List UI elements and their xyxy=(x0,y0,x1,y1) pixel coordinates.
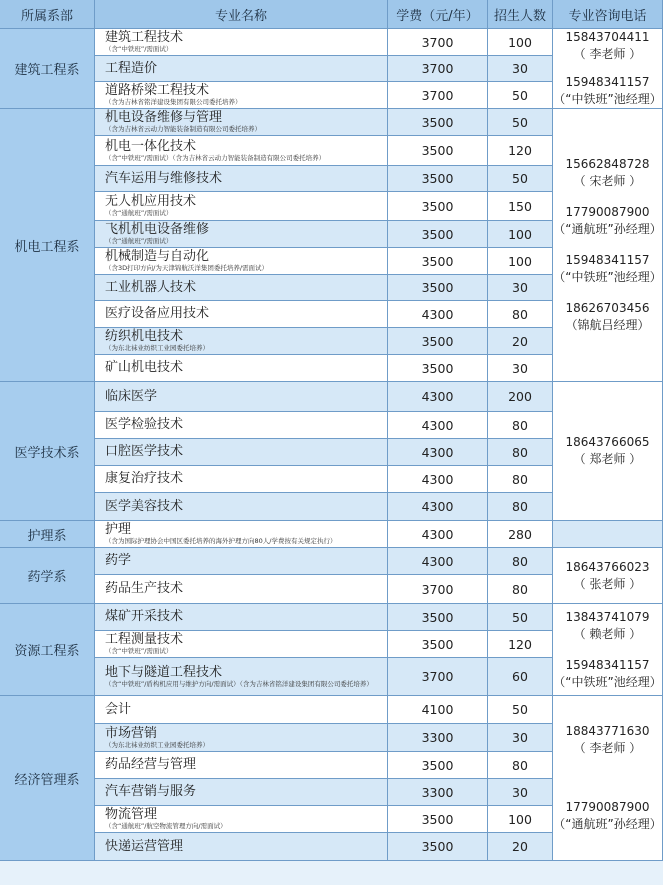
contact-cell xyxy=(553,29,663,109)
tuition-cell: 3500 xyxy=(388,221,488,248)
contact-cell xyxy=(553,548,663,604)
contact-person: （“中铁班”池经理） xyxy=(553,674,662,689)
tuition-cell: 3500 xyxy=(388,192,488,221)
tuition-cell: 4100 xyxy=(388,696,488,724)
tuition-cell: 3700 xyxy=(388,29,488,56)
quota-cell: 80 xyxy=(488,493,553,521)
major-name: 煤矿开采技术 xyxy=(105,609,184,624)
quota-cell: 30 xyxy=(488,275,553,301)
quota-cell: 80 xyxy=(488,439,553,466)
quota-cell: 80 xyxy=(488,466,553,493)
major-name-cell xyxy=(95,631,388,658)
phone-number: 15843704411 xyxy=(565,30,650,44)
tuition-cell: 3500 xyxy=(388,275,488,301)
major-name-cell xyxy=(95,248,388,275)
major-name-cell xyxy=(95,466,388,493)
major-note: （含“中铁班”/需面试）（含为吉林省云动力智能装备制造有限公司委托培养） xyxy=(105,153,326,162)
quota-cell: 100 xyxy=(488,29,553,56)
major-name: 快递运营管理 xyxy=(105,838,184,854)
header-dept: 所属系部 xyxy=(0,0,95,29)
major-name: 汽车营销与服务 xyxy=(105,784,197,799)
contact-person: （ 赖老师 ） xyxy=(573,626,642,641)
tuition-cell: 4300 xyxy=(388,301,488,328)
major-name: 矿山机电技术 xyxy=(105,360,184,375)
major-name: 道路桥梁工程技术 xyxy=(105,83,210,98)
quota-cell: 20 xyxy=(488,833,553,861)
major-note: （含“中铁班”/需面试） xyxy=(105,45,173,53)
quota-cell: 20 xyxy=(488,328,553,355)
major-note: （含3D打印方向/为天津锦航沃洋集团委托培养/需面试） xyxy=(105,264,269,272)
quota-cell: 120 xyxy=(488,136,553,166)
phone-number: 18643766065 xyxy=(565,435,650,449)
contact-cell xyxy=(553,109,663,382)
phone-number: 15948341157 xyxy=(565,75,650,89)
quota-cell: 280 xyxy=(488,521,553,548)
header-quota: 招生人数 xyxy=(488,0,553,29)
major-note: （含“通航班”/需面试） xyxy=(105,209,173,217)
tuition-cell: 4300 xyxy=(388,382,488,412)
contact-person: （“通航班”孙经理） xyxy=(553,817,662,831)
major-name: 工程造价 xyxy=(105,60,158,76)
major-name: 纺织机电技术 xyxy=(105,329,184,344)
tuition-cell: 3500 xyxy=(388,109,488,136)
major-name-cell xyxy=(95,833,388,861)
tuition-cell: 3700 xyxy=(388,658,488,696)
major-note: （含为国际护理协会中国区委托培养的海外护理方向80人/学费按有关规定执行） xyxy=(105,537,337,545)
major-name: 会计 xyxy=(105,701,132,717)
tuition-cell: 3500 xyxy=(388,136,488,166)
phone-number: 15948341157 xyxy=(565,657,650,672)
tuition-cell: 3700 xyxy=(388,56,488,82)
department-cell: 资源工程系 xyxy=(0,604,95,696)
quota-cell: 150 xyxy=(488,192,553,221)
contact-cell xyxy=(553,696,663,861)
quota-cell: 50 xyxy=(488,604,553,631)
header-fee: 学费（元/年） xyxy=(388,0,488,29)
tuition-cell: 4300 xyxy=(388,466,488,493)
quota-cell: 30 xyxy=(488,56,553,82)
phone-number: 15662848728 xyxy=(565,157,650,171)
contact-cell xyxy=(553,604,663,696)
major-name: 医学美容技术 xyxy=(105,498,184,514)
quota-cell: 50 xyxy=(488,166,553,192)
major-name: 口腔医学技术 xyxy=(105,444,184,459)
tuition-cell: 3500 xyxy=(388,752,488,779)
major-name-cell xyxy=(95,439,388,466)
quota-cell: 80 xyxy=(488,548,553,575)
department-cell: 医学技术系 xyxy=(0,382,95,521)
major-name-cell xyxy=(95,82,388,109)
major-name: 工业机器人技术 xyxy=(105,279,197,295)
major-name: 飞机机电设备维修 xyxy=(105,222,210,237)
major-name-cell xyxy=(95,724,388,752)
quota-cell: 120 xyxy=(488,631,553,658)
major-name: 临床医学 xyxy=(105,388,158,404)
quota-cell: 30 xyxy=(488,779,553,806)
department-cell: 建筑工程系 xyxy=(0,29,95,109)
tuition-cell: 3500 xyxy=(388,833,488,861)
major-name: 工程测量技术 xyxy=(105,632,184,647)
quota-cell: 50 xyxy=(488,696,553,724)
major-name-cell xyxy=(95,658,388,696)
phone-number: 17790087900 xyxy=(565,800,650,814)
major-name: 医学检验技术 xyxy=(105,417,184,432)
contact-person: （“通航班”孙经理） xyxy=(553,222,662,236)
contact-person: （ 张老师 ） xyxy=(573,576,642,591)
quota-cell: 100 xyxy=(488,806,553,833)
major-note: （为东北袜业纺织工业园委托培养） xyxy=(105,344,209,352)
major-note: （含“通航班”/航空物流管理方向/需面试） xyxy=(105,822,227,830)
header-major: 专业名称 xyxy=(95,0,388,29)
quota-cell: 30 xyxy=(488,724,553,752)
major-name-cell xyxy=(95,696,388,724)
phone-number: 17790087900 xyxy=(565,205,650,219)
major-name-cell xyxy=(95,56,388,82)
major-note: （含“中铁班”/需面试） xyxy=(105,647,173,655)
major-name: 医疗设备应用技术 xyxy=(105,306,210,321)
department-cell: 机电工程系 xyxy=(0,109,95,382)
quota-cell: 80 xyxy=(488,575,553,604)
major-name: 药品经营与管理 xyxy=(105,757,197,772)
major-name: 物流管理 xyxy=(105,807,158,822)
major-name: 药学 xyxy=(105,553,132,568)
tuition-cell: 4300 xyxy=(388,439,488,466)
major-name-cell xyxy=(95,136,388,166)
quota-cell: 80 xyxy=(488,752,553,779)
department-cell: 药学系 xyxy=(0,548,95,604)
major-name-cell xyxy=(95,301,388,328)
major-name: 建筑工程技术 xyxy=(105,30,184,45)
tuition-cell: 3700 xyxy=(388,575,488,604)
contact-cell-empty xyxy=(553,521,663,548)
major-name-cell xyxy=(95,779,388,806)
major-name-cell xyxy=(95,604,388,631)
contact-person: （ 宋老师 ） xyxy=(573,174,642,188)
quota-cell: 200 xyxy=(488,382,553,412)
quota-cell: 60 xyxy=(488,658,553,696)
quota-cell: 100 xyxy=(488,248,553,275)
major-name: 市场营销 xyxy=(105,725,158,741)
department-cell: 护理系 xyxy=(0,521,95,548)
tuition-cell: 3500 xyxy=(388,355,488,382)
major-name-cell xyxy=(95,192,388,221)
tuition-cell: 3300 xyxy=(388,724,488,752)
contact-person: （ 郑老师 ） xyxy=(573,452,642,466)
major-name-cell xyxy=(95,493,388,521)
tuition-cell: 3500 xyxy=(388,604,488,631)
quota-cell: 100 xyxy=(488,221,553,248)
major-name: 机电设备维修与管理 xyxy=(105,110,223,125)
major-name-cell xyxy=(95,355,388,382)
major-name-cell xyxy=(95,275,388,301)
major-note: （含“中铁班”/盾构机应用与维护方向/需面试）（含为吉林省铭洋建设集团有限公司委托培养） xyxy=(105,679,373,688)
department-cell: 经济管理系 xyxy=(0,696,95,861)
tuition-cell: 4300 xyxy=(388,412,488,439)
quota-cell: 80 xyxy=(488,412,553,439)
major-name: 护理 xyxy=(105,522,132,537)
tuition-cell: 4300 xyxy=(388,493,488,521)
major-name: 机械制造与自动化 xyxy=(105,249,210,264)
quota-cell: 50 xyxy=(488,109,553,136)
major-name-cell xyxy=(95,412,388,439)
major-note: （含“通航班”/需面试） xyxy=(105,237,173,245)
major-name: 药品生产技术 xyxy=(105,581,184,596)
major-name-cell xyxy=(95,166,388,192)
major-name-cell xyxy=(95,575,388,604)
tuition-cell: 3700 xyxy=(388,82,488,109)
phone-number: 18643766023 xyxy=(565,559,650,574)
quota-cell: 30 xyxy=(488,355,553,382)
major-name-cell xyxy=(95,29,388,56)
major-name: 康复治疗技术 xyxy=(105,471,184,486)
phone-number: 13843741079 xyxy=(565,609,650,624)
contact-person: （“中铁班”池经理） xyxy=(553,92,662,106)
tuition-cell: 3500 xyxy=(388,328,488,355)
major-note: （为东北袜业纺织工业园委托培养） xyxy=(105,740,209,749)
major-name-cell xyxy=(95,548,388,575)
major-name-cell xyxy=(95,521,388,548)
contact-person: （锦航吕经理） xyxy=(565,318,650,332)
phone-number: 18843771630 xyxy=(565,724,650,738)
major-name-cell xyxy=(95,328,388,355)
major-name-cell xyxy=(95,752,388,779)
contact-person: （ 李老师 ） xyxy=(573,741,642,755)
tuition-cell: 4300 xyxy=(388,521,488,548)
quota-cell: 80 xyxy=(488,301,553,328)
tuition-cell: 3500 xyxy=(388,166,488,192)
contact-cell xyxy=(553,382,663,521)
major-note: （含为吉林省云动力智能装备制造有限公司委托培养） xyxy=(105,125,261,133)
major-name: 机电一体化技术 xyxy=(105,138,197,154)
contact-person: （ 李老师 ） xyxy=(573,47,642,61)
major-name: 汽车运用与维修技术 xyxy=(105,170,223,186)
major-name-cell xyxy=(95,382,388,412)
phone-number: 15948341157 xyxy=(565,253,650,267)
major-name-cell xyxy=(95,109,388,136)
tuition-cell: 4300 xyxy=(388,548,488,575)
major-note: （含为吉林省铭洋建设集团有限公司委托培养） xyxy=(105,98,242,106)
contact-person: （“中铁班”池经理） xyxy=(553,270,662,284)
major-name: 无人机应用技术 xyxy=(105,194,197,209)
major-name-cell xyxy=(95,806,388,833)
phone-number: 18626703456 xyxy=(565,301,650,315)
quota-cell: 50 xyxy=(488,82,553,109)
major-name: 地下与隧道工程技术 xyxy=(105,664,223,680)
tuition-cell: 3500 xyxy=(388,631,488,658)
tuition-cell: 3500 xyxy=(388,248,488,275)
major-name-cell xyxy=(95,221,388,248)
tuition-cell: 3300 xyxy=(388,779,488,806)
tuition-cell: 3500 xyxy=(388,806,488,833)
header-phone: 专业咨询电话 xyxy=(553,0,663,29)
